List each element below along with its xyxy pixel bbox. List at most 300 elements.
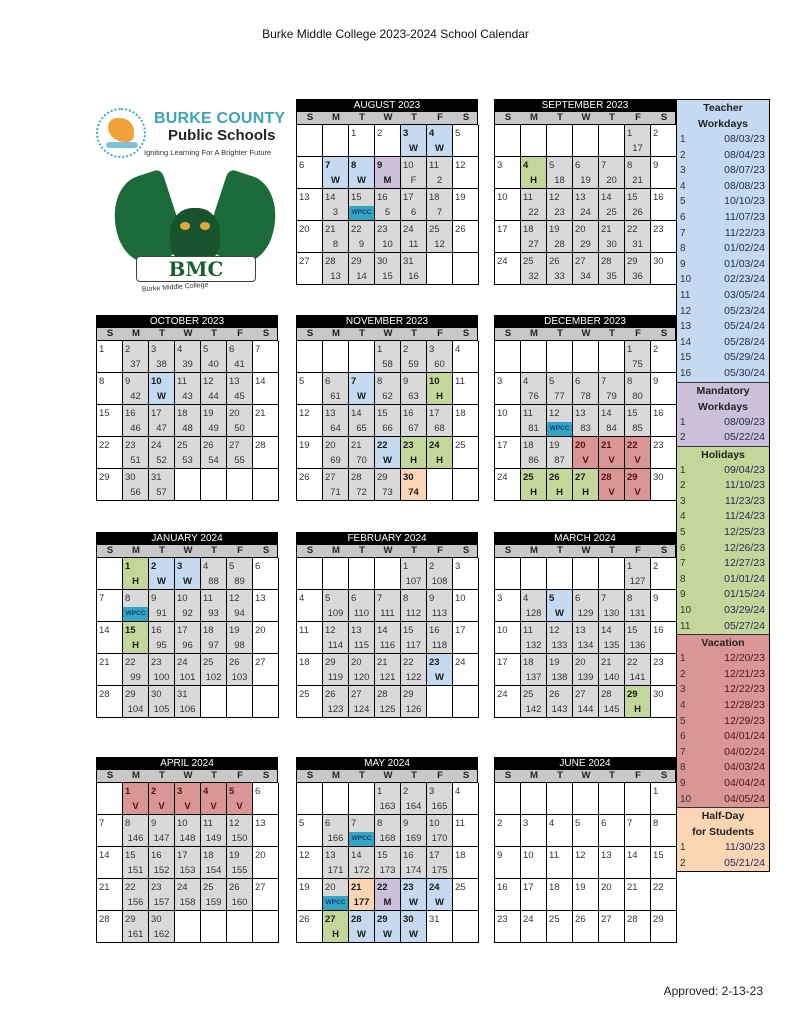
week-row (97, 622, 278, 654)
day-cell (97, 847, 123, 879)
day-cell (297, 590, 323, 622)
week-row (297, 815, 478, 847)
day-number: 1 (627, 561, 633, 572)
legend-item (677, 509, 769, 525)
empty-cell (175, 911, 201, 943)
day-number: 30 (403, 914, 414, 925)
week-row (297, 558, 478, 590)
day-code: 16 (408, 271, 419, 282)
day-code: 62 (382, 391, 393, 402)
day-number: 28 (601, 472, 612, 483)
day-cell (149, 341, 175, 373)
day-code: 12 (434, 239, 445, 250)
day-cell (599, 221, 625, 253)
day-number: 20 (325, 882, 336, 893)
day-number: 27 (229, 440, 240, 451)
day-code: 147 (153, 833, 170, 844)
weekday-header: F (635, 112, 641, 123)
day-number: 3 (403, 128, 409, 139)
day-code: 2 (436, 175, 443, 186)
legend-item-date: 12/26/23 (724, 541, 765, 554)
day-cell (149, 405, 175, 437)
day-number: 21 (99, 882, 110, 893)
day-number: 14 (99, 850, 110, 861)
day-cell (227, 622, 253, 654)
day-number: 9 (125, 376, 131, 387)
day-code: 31 (632, 239, 643, 250)
day-code: 124 (353, 704, 370, 715)
day-number: 26 (575, 914, 586, 925)
day-code: 38 (156, 359, 167, 370)
empty-cell (625, 783, 651, 815)
approved-date: Approved: 2-13-23 (663, 984, 763, 998)
day-cell (375, 686, 401, 718)
day-cell (175, 558, 201, 590)
day-cell (651, 622, 677, 654)
day-code: 144 (577, 704, 594, 715)
legend-item-date: 12/20/23 (724, 652, 765, 665)
day-cell (427, 157, 453, 189)
day-code: 143 (551, 704, 568, 715)
day-cell (123, 847, 149, 879)
legend-section-title: Workdays (698, 400, 748, 413)
day-number: 16 (403, 850, 414, 861)
day-code: 53 (182, 455, 193, 466)
day-number: 18 (203, 625, 214, 636)
day-code: 136 (629, 640, 646, 651)
day-cell (349, 879, 375, 911)
legend-item-index: 12 (680, 305, 692, 317)
day-cell (521, 437, 547, 469)
day-cell (97, 437, 123, 469)
day-number: 18 (523, 657, 534, 668)
day-cell (201, 847, 227, 879)
month-header: MARCH 2024 (494, 532, 676, 545)
day-code: W (409, 143, 418, 154)
day-cell (349, 847, 375, 879)
day-number: 7 (601, 593, 607, 604)
day-code: 18 (554, 175, 565, 186)
day-number: 8 (125, 593, 131, 604)
day-cell (97, 911, 123, 943)
legend-item-index: 5 (680, 196, 686, 208)
day-code: W (435, 897, 444, 908)
day-number: 18 (455, 408, 466, 419)
day-code: 14 (356, 271, 367, 282)
day-code: 61 (330, 391, 341, 402)
legend-item (677, 366, 769, 382)
day-code: W (555, 608, 564, 619)
day-number: 21 (601, 440, 612, 451)
legend-item-date: 05/28/24 (724, 335, 765, 348)
day-cell (375, 437, 401, 469)
legend-item (677, 463, 769, 479)
day-code: 26 (632, 207, 643, 218)
day-number: 19 (549, 440, 560, 451)
day-cell (625, 469, 651, 501)
week-row (495, 654, 676, 686)
legend-item (677, 132, 769, 148)
day-number: 10 (497, 192, 508, 203)
day-number: 23 (497, 914, 508, 925)
weekday-header-row (494, 770, 676, 782)
day-code: 163 (379, 801, 396, 812)
day-code: 118 (431, 640, 448, 651)
day-cell (201, 654, 227, 686)
day-number: 21 (351, 882, 362, 893)
day-cell (573, 590, 599, 622)
day-cell (651, 686, 677, 718)
day-number: 1 (125, 561, 131, 572)
day-number: 13 (255, 818, 266, 829)
day-code: 13 (330, 271, 341, 282)
empty-cell (495, 783, 521, 815)
day-code: W (409, 897, 418, 908)
day-code: 97 (208, 640, 219, 651)
weekday-header: S (106, 545, 114, 556)
day-number: 25 (523, 689, 534, 700)
empty-cell (547, 558, 573, 590)
day-code: H (556, 487, 563, 498)
day-cell (453, 879, 479, 911)
week-row (97, 437, 278, 469)
day-cell (521, 405, 547, 437)
week-row (495, 405, 676, 437)
day-cell (625, 879, 651, 911)
weekday-header: S (462, 545, 470, 556)
weekday-header: F (635, 328, 641, 339)
legend-item (677, 651, 769, 667)
empty-cell (521, 783, 547, 815)
day-code: 45 (234, 391, 245, 402)
weekday-header: S (660, 112, 668, 123)
legend-item-index: 1 (680, 653, 686, 665)
day-number: 2 (151, 561, 157, 572)
day-code: 9 (358, 239, 365, 250)
legend-item (677, 430, 769, 446)
empty-cell (201, 469, 227, 501)
day-number: 1 (653, 786, 659, 797)
day-number: 22 (351, 224, 362, 235)
day-cell (149, 686, 175, 718)
day-code: 59 (408, 359, 419, 370)
legend-panel (676, 99, 770, 872)
day-number: 14 (377, 625, 388, 636)
weekday-header: W (183, 328, 193, 339)
day-cell (521, 686, 547, 718)
day-cell (651, 847, 677, 879)
day-number: 15 (403, 625, 414, 636)
day-number: 23 (403, 882, 414, 893)
day-code: W (435, 143, 444, 154)
day-cell (521, 157, 547, 189)
day-number: 31 (177, 689, 188, 700)
day-number: 12 (549, 408, 560, 419)
day-cell (625, 558, 651, 590)
day-cell (401, 847, 427, 879)
day-cell (599, 911, 625, 943)
week-row (297, 622, 478, 654)
day-cell (349, 253, 375, 285)
day-cell (625, 686, 651, 718)
day-cell (201, 341, 227, 373)
day-cell (323, 437, 349, 469)
day-code: 141 (629, 672, 646, 683)
day-number: 11 (523, 408, 533, 419)
legend-item-index: 9 (680, 777, 686, 789)
week-row (495, 686, 676, 718)
week-row (97, 373, 278, 405)
legend-item-index: 6 (680, 731, 686, 743)
day-number: 3 (177, 561, 183, 572)
day-code: 84 (606, 423, 617, 434)
day-cell (323, 221, 349, 253)
weekday-header: S (306, 112, 314, 123)
day-cell (401, 341, 427, 373)
day-cell (651, 341, 677, 373)
day-cell (349, 590, 375, 622)
day-number: 13 (575, 192, 586, 203)
day-cell (175, 783, 201, 815)
day-cell (175, 686, 201, 718)
day-cell (427, 125, 453, 157)
empty-cell (427, 469, 453, 501)
weekday-header: M (332, 112, 340, 123)
legend-item-date: 08/03/23 (724, 133, 765, 145)
week-row (297, 189, 478, 221)
day-code: V (184, 801, 191, 812)
day-number: 8 (627, 593, 633, 604)
legend-item-date: 11/10/23 (724, 479, 765, 492)
day-code: 44 (208, 391, 219, 402)
empty-cell (201, 686, 227, 718)
day-cell (227, 558, 253, 590)
day-number: 23 (125, 440, 136, 451)
day-number: 13 (299, 192, 310, 203)
legend-item (677, 478, 769, 494)
day-number: 25 (455, 440, 466, 451)
day-code: 19 (580, 175, 591, 186)
day-cell (149, 911, 175, 943)
day-code: 103 (231, 672, 248, 683)
day-cell (97, 341, 123, 373)
day-cell (253, 590, 279, 622)
day-code: 3 (332, 207, 339, 218)
day-code: W (357, 929, 366, 940)
day-cell (201, 405, 227, 437)
day-number: 11 (455, 376, 465, 387)
day-code: 123 (327, 704, 344, 715)
day-number: 16 (403, 408, 414, 419)
day-number: 25 (203, 882, 214, 893)
day-cell (375, 815, 401, 847)
day-cell (97, 622, 123, 654)
day-number: 21 (99, 657, 110, 668)
month-calendar (296, 757, 478, 943)
day-number: 14 (627, 850, 638, 861)
day-number: 26 (229, 657, 240, 668)
day-code: H (582, 487, 589, 498)
day-number: 25 (523, 472, 534, 483)
day-cell (573, 253, 599, 285)
day-number: 30 (403, 472, 414, 483)
day-cell (427, 879, 453, 911)
day-code: 121 (379, 672, 396, 683)
day-cell (495, 405, 521, 437)
day-number: 1 (627, 344, 633, 355)
day-cell (521, 815, 547, 847)
day-code: 93 (208, 608, 219, 619)
month-calendar (494, 532, 676, 718)
weekday-header: T (557, 545, 563, 556)
day-number: 28 (377, 689, 388, 700)
day-cell (375, 847, 401, 879)
day-number: 3 (429, 786, 435, 797)
day-number: 29 (653, 914, 664, 925)
day-cell (323, 157, 349, 189)
day-number: 14 (601, 625, 612, 636)
legend-item-index: 7 (680, 227, 686, 239)
day-number: 28 (351, 914, 362, 925)
day-cell (349, 373, 375, 405)
wpcc-badge: WPCC (349, 832, 374, 846)
empty-cell (175, 469, 201, 501)
empty-cell (495, 341, 521, 373)
day-number: 27 (325, 914, 336, 925)
day-number: 17 (177, 625, 188, 636)
empty-cell (297, 341, 323, 373)
day-cell (401, 405, 427, 437)
day-number: 28 (99, 689, 110, 700)
day-number: 17 (177, 850, 188, 861)
legend-item-date: 12/21/23 (724, 667, 765, 680)
legend-item (677, 698, 769, 714)
day-number: 31 (429, 914, 440, 925)
day-cell (401, 157, 427, 189)
day-cell (123, 373, 149, 405)
legend-item (677, 350, 769, 366)
week-row (495, 847, 676, 879)
day-number: 22 (99, 440, 110, 451)
weekday-header: T (411, 545, 417, 556)
legend-item (677, 856, 769, 872)
week-row (297, 686, 478, 718)
day-number: 10 (497, 408, 508, 419)
day-number: 12 (229, 593, 240, 604)
day-cell (651, 373, 677, 405)
day-cell (149, 437, 175, 469)
day-cell (651, 253, 677, 285)
day-cell (651, 189, 677, 221)
day-cell (149, 558, 175, 590)
day-number: 12 (299, 850, 310, 861)
legend-item-index: 15 (680, 352, 692, 364)
day-number: 7 (99, 818, 105, 829)
day-code: 104 (127, 704, 144, 715)
day-cell (201, 558, 227, 590)
weekday-header: F (437, 545, 443, 556)
day-code: 88 (208, 576, 219, 587)
day-cell (227, 654, 253, 686)
day-number: 4 (177, 344, 183, 355)
weekday-header: T (557, 328, 563, 339)
day-code: W (383, 929, 392, 940)
weekday-header: W (581, 545, 591, 556)
day-number: 26 (325, 689, 336, 700)
day-number: 22 (627, 224, 638, 235)
legend-item-index: 8 (680, 243, 686, 255)
weekday-header-row (494, 112, 676, 124)
day-code: 132 (525, 640, 542, 651)
day-cell (521, 622, 547, 654)
day-number: 8 (351, 160, 357, 171)
day-code: 25 (606, 207, 617, 218)
weekday-header: W (581, 328, 591, 339)
day-number: 23 (377, 224, 388, 235)
day-code: M (383, 897, 392, 908)
day-number: 26 (455, 224, 466, 235)
day-cell (323, 469, 349, 501)
day-number: 12 (549, 625, 560, 636)
day-cell (521, 654, 547, 686)
day-cell (599, 815, 625, 847)
day-code: 65 (356, 423, 367, 434)
week-row (297, 253, 478, 285)
day-number: 26 (299, 914, 310, 925)
legend-item-date: 08/04/23 (724, 148, 765, 161)
day-number: 5 (229, 561, 235, 572)
day-code: H (530, 487, 537, 498)
weekday-header: W (383, 328, 393, 339)
legend-item-index: 3 (680, 495, 686, 507)
week-row (495, 558, 676, 590)
day-number: 10 (429, 818, 440, 829)
wpcc-badge: WPCC (123, 607, 148, 621)
weekday-header: T (211, 545, 217, 556)
day-cell (625, 622, 651, 654)
empty-cell (323, 783, 349, 815)
day-cell (651, 469, 677, 501)
day-cell (547, 469, 573, 501)
wpcc-badge: WPCC (349, 206, 374, 220)
day-cell (427, 221, 453, 253)
day-code: 33 (554, 271, 565, 282)
week-row (97, 590, 278, 622)
day-cell (349, 125, 375, 157)
legend-section-half (677, 808, 769, 871)
school-logo (112, 170, 278, 302)
legend-item-date: 05/21/24 (724, 856, 765, 869)
day-number: 5 (549, 376, 555, 387)
day-code: 87 (554, 455, 565, 466)
day-number: 21 (255, 408, 266, 419)
day-number: 22 (377, 440, 388, 451)
day-cell (573, 686, 599, 718)
day-number: 27 (575, 256, 586, 267)
day-cell (253, 654, 279, 686)
day-cell (401, 654, 427, 686)
day-number: 24 (429, 440, 440, 451)
day-code: 74 (408, 487, 419, 498)
day-code: 131 (629, 608, 646, 619)
day-code: H (436, 455, 443, 466)
week-row (97, 815, 278, 847)
day-cell (149, 654, 175, 686)
day-number: 4 (203, 786, 209, 797)
weekday-header: T (211, 328, 217, 339)
day-number: 11 (549, 850, 559, 861)
day-cell (453, 341, 479, 373)
